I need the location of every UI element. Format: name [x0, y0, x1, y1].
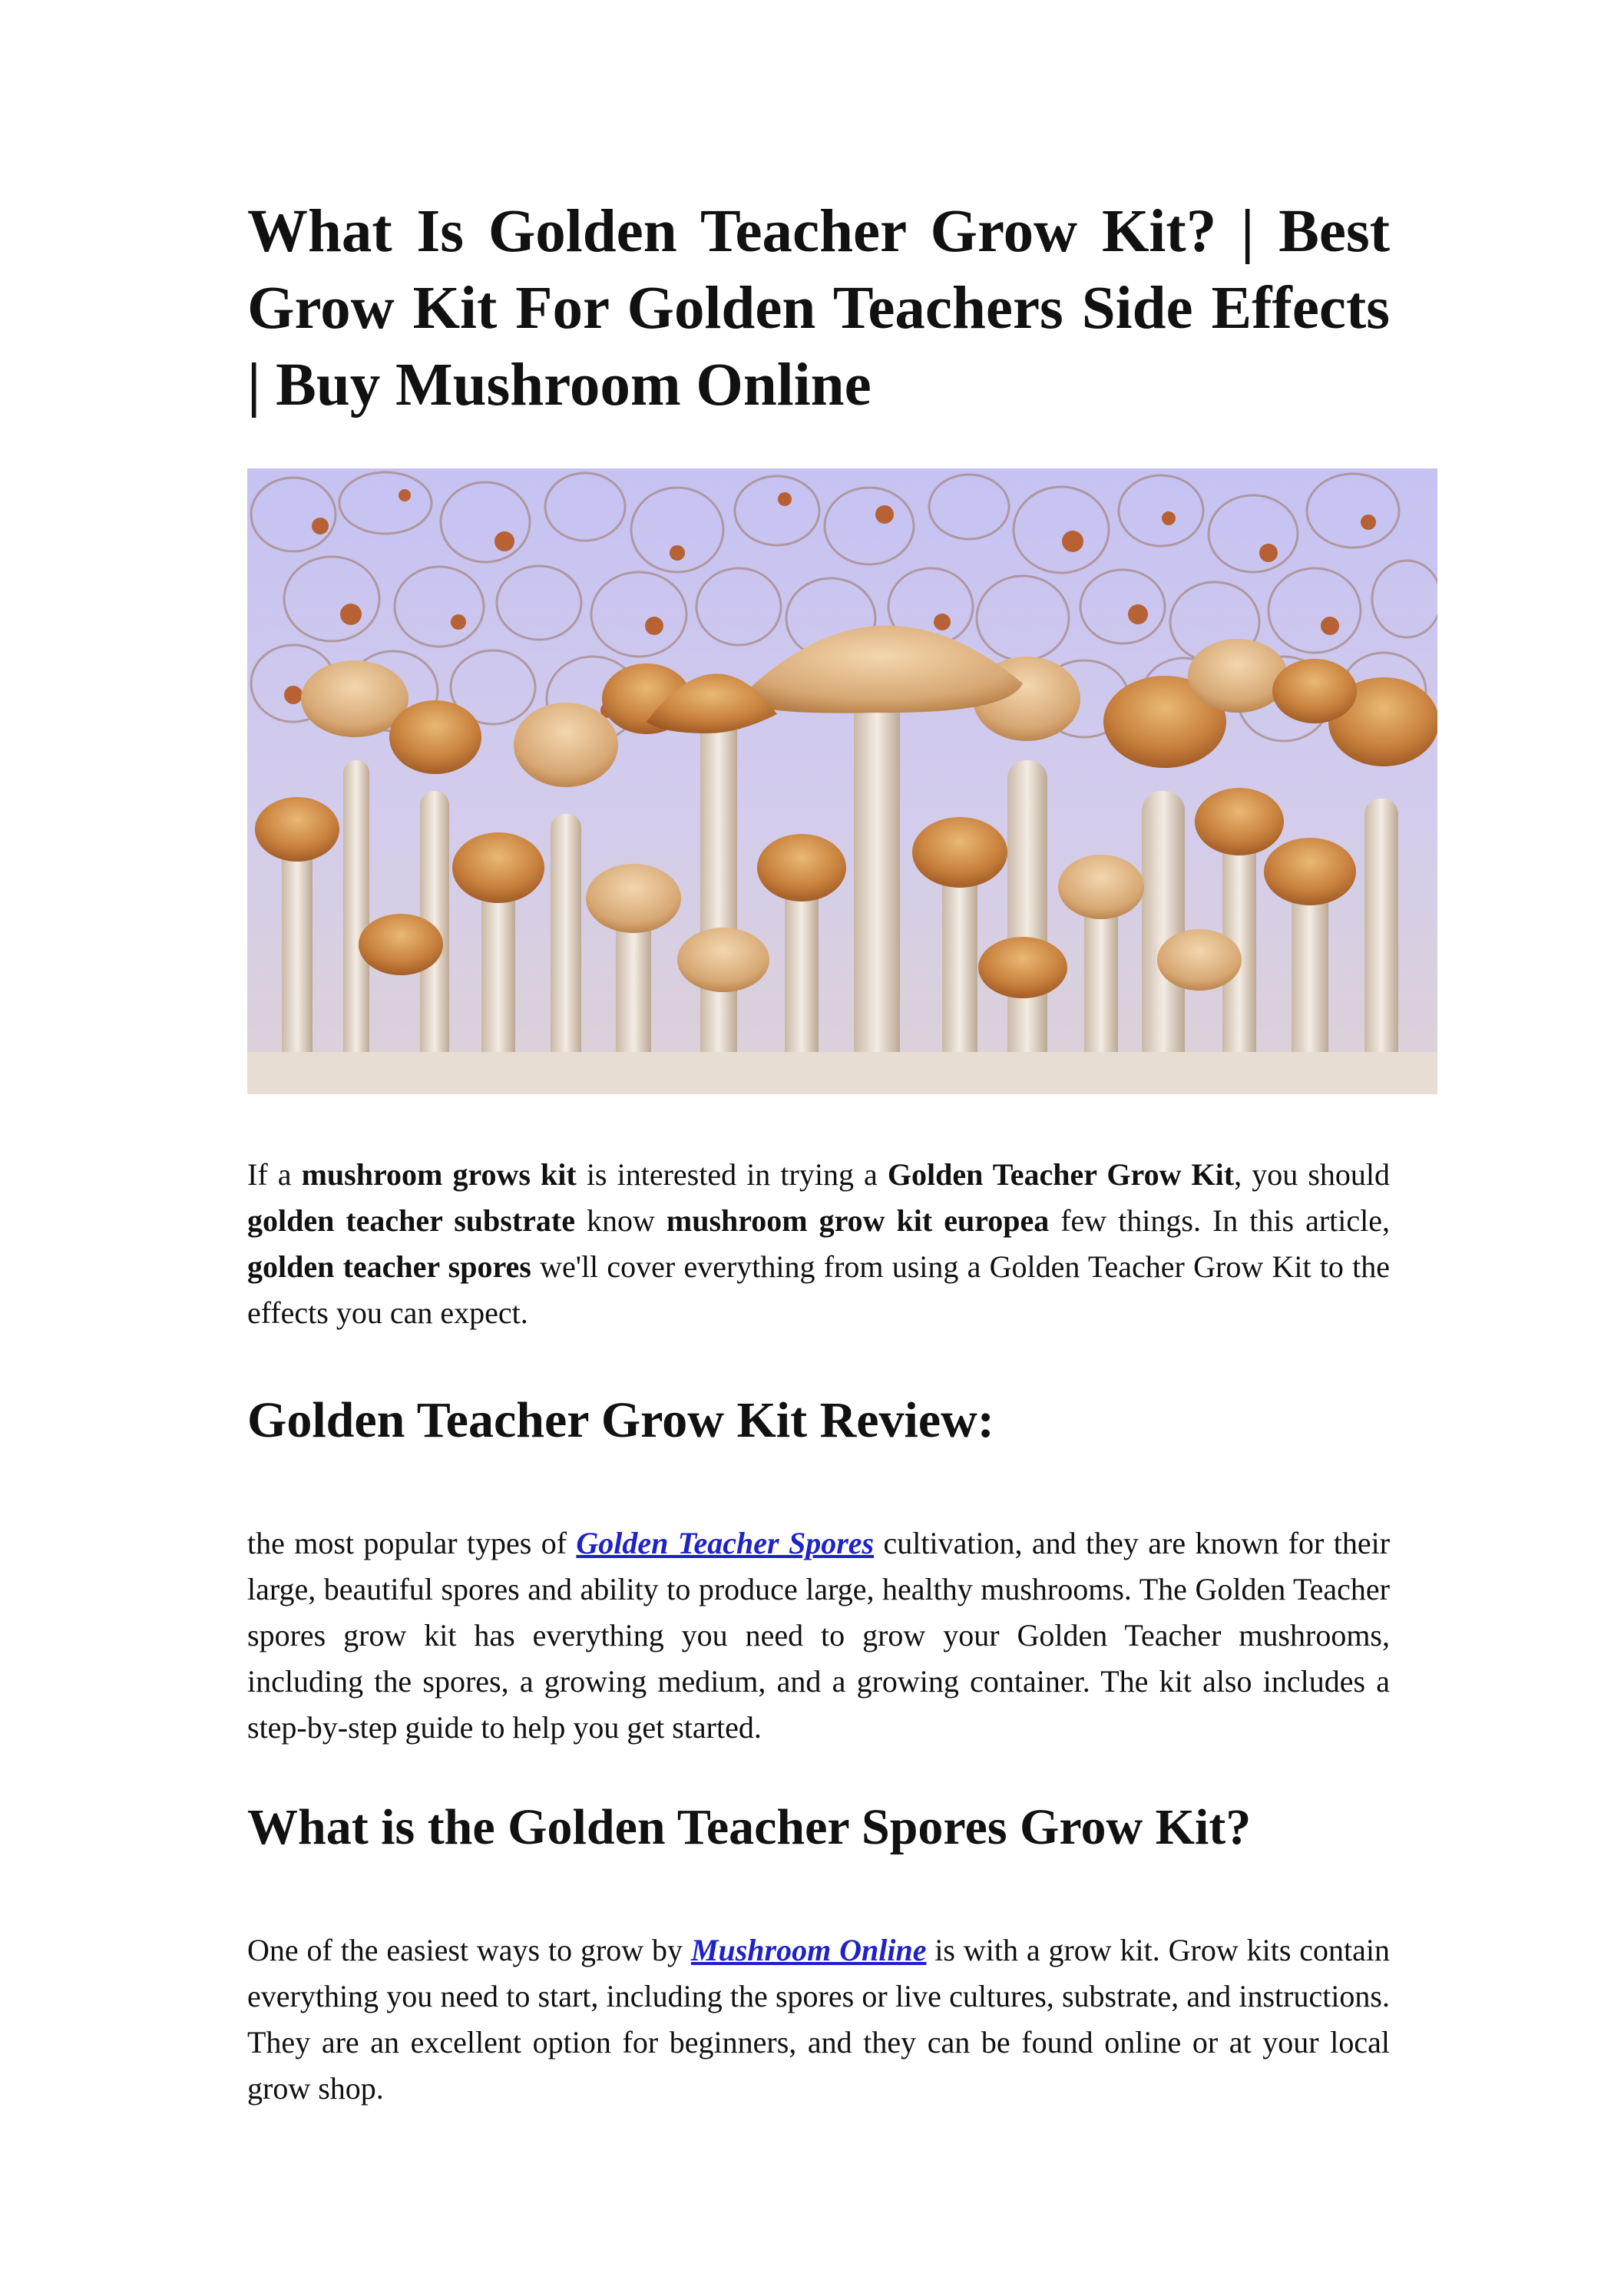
keyword-bold: Golden Teacher Grow Kit [887, 1157, 1235, 1192]
hero-image [247, 468, 1437, 1094]
grow-kit-paragraph: One of the easiest ways to grow by Mushroom Online is with a grow kit. Grow kits contain everything you need to start, including the spores or live cultures, substrate, and instructions. They are an excellent option for beginners, and they can be found online or at your local grow shop. [247, 1933, 1390, 2106]
page-title: What Is Golden Teacher Grow Kit? | Best Grow Kit For Golden Teachers Side Effects | Buy Mushroom Online [247, 198, 1390, 419]
keyword-bold: golden teacher spores [247, 1249, 531, 1284]
golden-teacher-spores-link[interactable]: Golden Teacher Spores [576, 1526, 875, 1560]
section-heading-grow-kit: What is the Golden Teacher Spores Grow Kit? [247, 1799, 1252, 1855]
intro-paragraph: If a mushroom grows kit is interested in trying a Golden Teacher Grow Kit, you should golden teacher substrate know mushroom grow kit europea few things. In this article, golden teacher spores we'll cover everything from using a Golden Teacher Grow Kit to the effects you can expect. [247, 1157, 1391, 1330]
section-heading-review: Golden Teacher Grow Kit Review: [247, 1392, 994, 1448]
keyword-bold: mushroom grow kit europea [666, 1203, 1050, 1238]
review-paragraph: the most popular types of Golden Teacher Spores cultivation, and they are known for their large, beautiful spores and ability to produce large, healthy mushrooms. The Golden Teacher spores grow kit has everything you need to grow your Golden Teacher mushrooms, including the spores, a growing medium, and a growing container. The kit also includes a step-by-step guide to help you get started. [247, 1526, 1391, 1745]
keyword-bold: mushroom grows kit [301, 1157, 577, 1192]
keyword-bold: golden teacher substrate [247, 1203, 575, 1238]
mushroom-online-link[interactable]: Mushroom Online [690, 1933, 927, 1967]
